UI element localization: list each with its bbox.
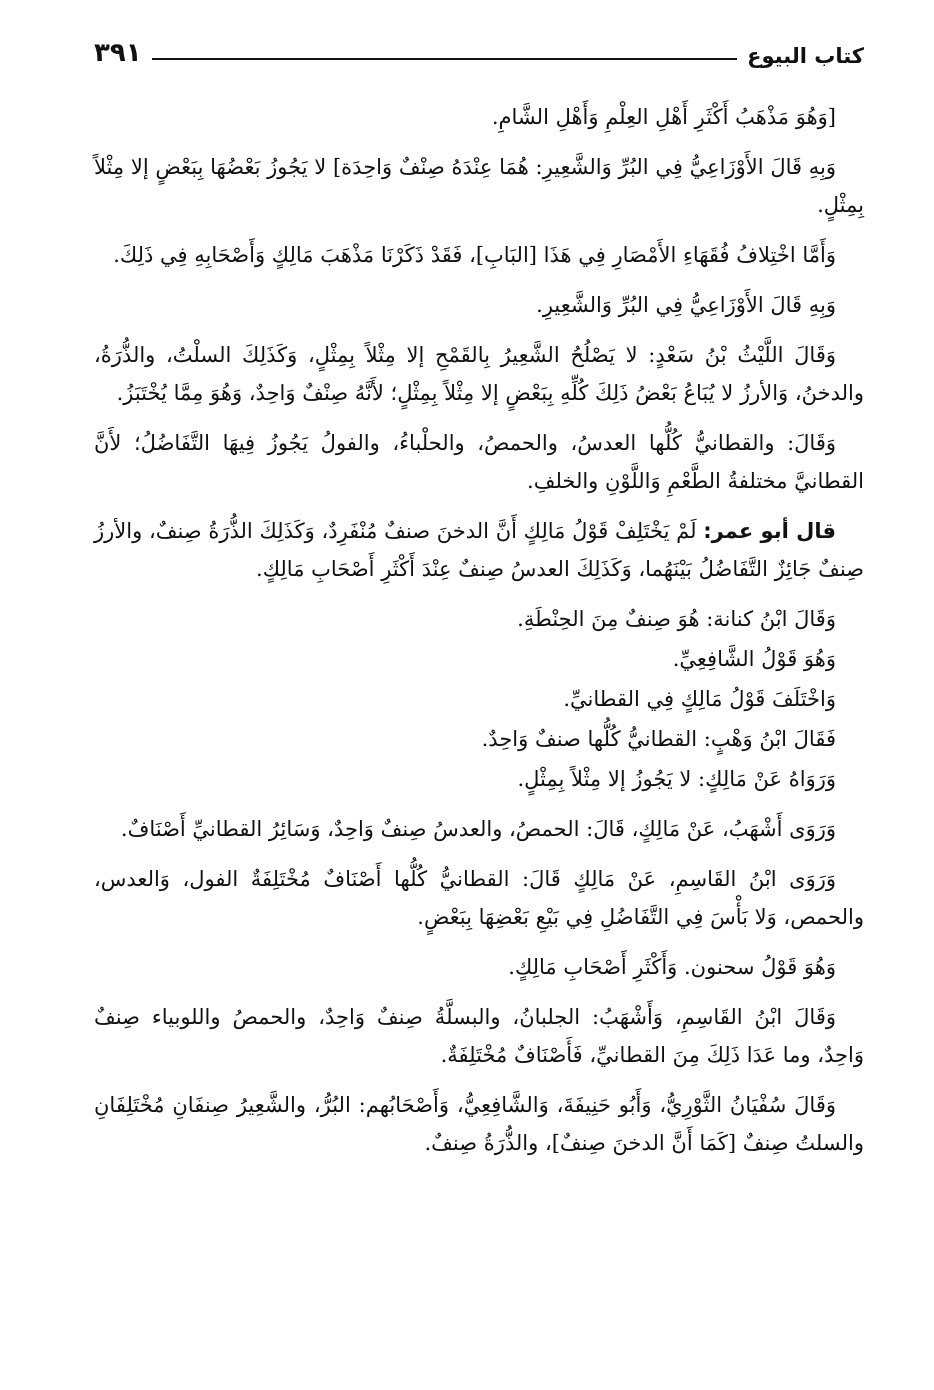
paragraph [94,998,864,1074]
paragraph-lead: قال أبو عمر: [703,519,836,543]
paragraph [94,948,864,986]
paragraph-text: وَهُوَ قَوْلُ سحنون. وَأَكْثَرِ أَصْحَابِ مَالِكٍ. [508,955,836,979]
paragraph-text: فَقَالَ ابْنُ وَهْبٍ: القطانيُّ كُلُّها صنفٌ وَاحِدٌ. [481,727,836,751]
paragraph-text: وَبِهِ قَالَ الأَوْزَاعِيُّ فِي البُرِّ وَالشَّعِيرِ. [536,293,836,317]
header-rule [152,58,738,60]
paragraph-text: وَقَالَ ابْنُ كنانة: هُوَ صِنفٌ مِنَ الحِنْطَةِ. [517,607,836,631]
paragraph [94,860,864,936]
chapter-title: كتاب البيوع [747,44,864,68]
paragraph [94,336,864,412]
paragraph-text: وَقَالَ ابْنُ القَاسِمِ، وَأَشْهَبُ: الجلبانُ، والبسلَّةُ صِنفٌ وَاحِدٌ، والحمصُ واللوبياء صِنفٌ وَاحِدٌ، وما عَدَا ذَلِكَ مِنَ القطانيِّ، فَأَصْنَافٌ مُخْتَلِفَةٌ. [94,1005,864,1067]
paragraph [94,98,864,136]
running-header [94,34,864,68]
page-number: ٣٩١ [94,38,142,68]
paragraph-text: وَأَمَّا اخْتِلافُ فُقَهَاءِ الأَمْصَارِ فِي هَذَا [البَابِ]، فَقَدْ ذَكَرْنَا مَذْهَبَ مَالِكٍ وَأَصْحَابِهِ فِي ذَلِكَ. [113,243,836,267]
paragraph [94,810,864,848]
paragraph [94,236,864,274]
paragraph-text: وَقَالَ سُفْيَانُ الثَّوْرِيُّ، وَأَبُو حَنِيفَةَ، وَالشَّافِعِيُّ، وَأَصْحَابُهم: البُرُّ، والشَّعِيرُ صِنفَانِ مُخْتَلِفَانِ والسلتُ صِنفٌ [كَمَا أَنَّ الدخنَ صِنفٌ]، والذُّرَةُ صِنفٌ. [94,1093,864,1155]
paragraph [94,720,864,758]
paragraph [94,512,864,588]
paragraph [94,760,864,798]
paragraph-text: وَقَالَ: والقطانيُّ كُلُّها العدسُ، والحمصُ، والحلْباءُ، والفولُ يَجُوزُ فِيهَا التَّفَاضُلُ؛ لأَنَّ القطانيَّ مختلفةُ الطَّعْمِ وَاللَّوْنِ والخلفِ. [94,431,864,493]
paragraph-text: وَبِهِ قَالَ الأَوْزَاعِيُّ فِي البُرِّ وَالشَّعِيرِ: هُمَا عِنْدَهُ صِنْفٌ وَاحِدَة] لا يَجُوزُ بَعْضُهَا بِبَعْضٍ إلا مِثْلاً بِمِثْلٍ. [94,155,864,217]
paragraph-text: وَاخْتَلَفَ قَوْلُ مَالِكٍ فِي القطانيِّ. [563,687,836,711]
page-body [94,98,864,1162]
paragraph [94,148,864,224]
paragraph [94,286,864,324]
paragraph [94,424,864,500]
paragraph-text: وَرَوَاهُ عَنْ مَالِكٍ: لا يَجُوزُ إلا مِثْلاً بِمِثْلٍ. [517,767,836,791]
paragraph-text: وَرَوَى أَشْهَبُ، عَنْ مَالِكٍ، قَالَ: الحمصُ، والعدسُ صِنفٌ وَاحِدٌ، وَسَائِرُ القطانيِّ أَصْنَافٌ. [120,817,836,841]
paragraph-text: وَقَالَ اللَّيْثُ بْنُ سَعْدٍ: لا يَصْلُحُ الشَّعِيرُ بِالقَمْحِ إلا مِثْلاً بِمِثْلٍ، وَكَذَلِكَ السلْتُ، والذُّرَةُ، والدخنُ، وَالأرزُ لا يُبَاعُ بَعْضُ ذَلِكَ كُلِّهِ بِبَعْضٍ إلا مِثْلاً بِمِثْلٍ؛ لأَنَّهُ صِنْفٌ وَاحِدٌ، وَهُوَ مِمَّا يُخْتَبَزُ. [94,343,864,405]
paragraph-text: وَهُوَ قَوْلُ الشَّافِعِيِّ. [672,647,836,671]
paragraph [94,680,864,718]
paragraph [94,600,864,638]
paragraph-text: [وَهُوَ مَذْهَبُ أَكْثَرِ أَهْلِ العِلْمِ وَأَهْلِ الشَّامِ. [491,105,836,129]
paragraph [94,1086,864,1162]
paragraph [94,640,864,678]
paragraph-text: لَمْ يَخْتَلِفْ قَوْلُ مَالِكٍ أَنَّ الدخنَ صنفٌ مُنْفَرِدٌ، وَكَذَلِكَ الذُّرَةُ صِنفٌ، والأرزُ صِنفٌ جَائِزٌ التَّفَاضُلُ بَيْنَهُما، وَكَذَلِكَ العدسُ صِنفٌ عِنْدَ أَكْثَرِ أَصْحَابِ مَالِكٍ. [94,519,864,581]
paragraph-text: وَرَوَى ابْنُ القَاسِمِ، عَنْ مَالِكٍ قَالَ: القطانيُّ كُلُّها أَصْنَافٌ مُخْتَلِفَةٌ الفول، وَالعدس، والحمص، وَلا بَأْسَ فِي التَّفَاضُلِ فِي بَيْعِ بَعْضِهَا بِبَعْضٍ. [94,867,864,929]
